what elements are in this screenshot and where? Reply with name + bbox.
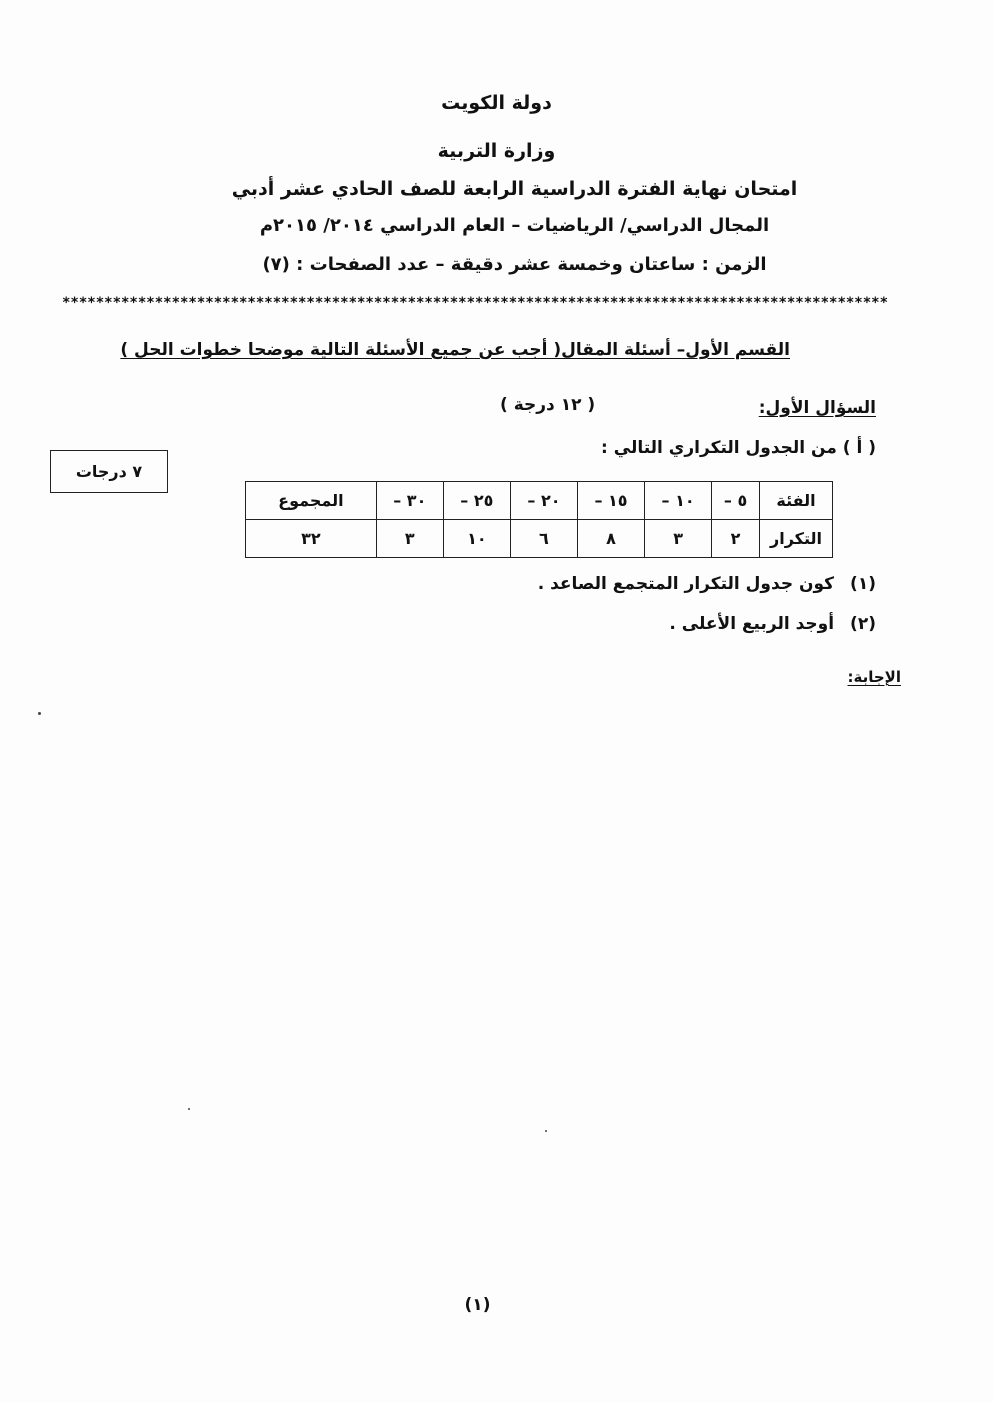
table-cell: ٢ [712,520,760,558]
table-cell: ٦ [510,520,577,558]
ministry-name: وزارة التربية [437,140,556,162]
exam-title: امتحان نهاية الفترة الدراسية الرابعة للصف الحادي عشر أدبي [231,178,798,200]
item-number: (١) [850,574,876,594]
star-separator: ************************************************************************************************** [62,295,889,311]
table-cell: ٢٠ – [510,482,577,520]
item-text: كون جدول التكرار المتجمع الصاعد . [537,574,835,594]
scan-speck [188,1108,190,1110]
table-cell: ٣٠ – [376,482,443,520]
table-row-header: الفئة [760,482,833,520]
frequency-row [246,520,833,558]
item-text: أوجد الربيع الأعلى . [669,614,835,634]
table-total-header: المجموع [246,482,377,520]
classes-row [246,482,833,520]
part-marks-box [50,450,168,493]
part-a-prompt: ( أ ) من الجدول التكراري التالي : [601,438,876,458]
table-cell: ١٥ – [577,482,644,520]
country-name: دولة الكويت [441,92,552,114]
time-line: الزمن : ساعتان وخمسة عشر دقيقة – عدد الصفحات : (٧) [262,254,767,275]
page-number: (١) [464,1295,491,1315]
table-row-header: التكرار [760,520,833,558]
question-item [538,574,876,594]
table-cell: ٥ – [712,482,760,520]
subject-line: المجال الدراسي/ الرياضيات – العام الدراسي ٢٠١٤/ ٢٠١٥م [259,215,770,236]
scan-speck [545,1130,547,1132]
frequency-table [245,481,833,558]
scan-speck [38,712,41,715]
table-cell: ٣ [645,520,712,558]
section-title: القسم الأول– أسئلة المقال( أجب عن جميع الأسئلة التالية موضحا خطوات الحل ) [120,340,790,360]
part-marks-label: ٧ درجات [75,462,143,481]
item-number: (٢) [850,614,876,634]
table-cell: ٨ [577,520,644,558]
question-item [669,614,876,634]
question-marks: ( ١٢ درجة ) [500,395,596,415]
table-cell: ١٠ – [645,482,712,520]
answer-label: الإجابة: [847,668,901,686]
table-cell: ٣ [376,520,443,558]
question-label: السؤال الأول: [758,398,876,418]
table-total-value: ٣٢ [246,520,377,558]
table-cell: ٢٥ – [443,482,510,520]
table-cell: ١٠ [443,520,510,558]
